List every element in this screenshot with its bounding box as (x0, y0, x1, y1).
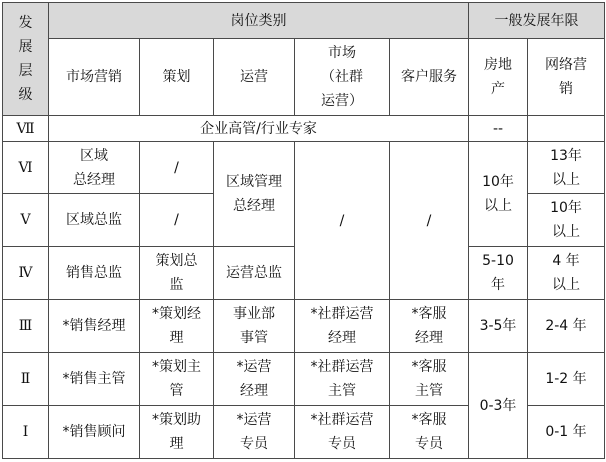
column-header-planning: 策划 (140, 39, 214, 116)
level-cell: Ⅵ (3, 142, 49, 194)
operations-cell: *运营 专员 (214, 406, 295, 459)
planning-cell: *策划助 理 (140, 406, 214, 459)
level-cell: Ⅱ (3, 353, 49, 406)
online-cell: 4 年 以上 (528, 247, 605, 300)
planning-cell: / (140, 142, 214, 194)
marketing-cell: 销售总监 (49, 247, 140, 300)
column-header-operations: 运营 (214, 39, 295, 116)
position-category-header: 岗位类别 (49, 3, 469, 39)
planning-cell: 策划总 监 (140, 247, 214, 300)
real-estate-cell: 5-10 年 (469, 247, 528, 300)
service-cell: *客服 主管 (390, 353, 469, 406)
real-estate-cell: 10年 以上 (469, 142, 528, 247)
level-cell: Ⅳ (3, 247, 49, 300)
community-cell: *社群运营 经理 (295, 300, 390, 353)
level-cell: Ⅴ (3, 194, 49, 247)
marketing-cell: *销售顾问 (49, 406, 140, 459)
column-header-service: 客户服务 (390, 39, 469, 116)
community-cell: *社群运营 主管 (295, 353, 390, 406)
online-cell: 10年 以上 (528, 194, 605, 247)
operations-cell: 运营总监 (214, 247, 295, 300)
column-header-online: 网络营 销 (528, 39, 605, 116)
marketing-cell: 区域 总经理 (49, 142, 140, 194)
real-estate-cell: 0-3年 (469, 353, 528, 459)
operations-cell: 区域管理 总经理 (214, 142, 295, 247)
column-header-marketing: 市场营销 (49, 39, 140, 116)
community-cell: / (295, 142, 390, 300)
online-cell: 13年 以上 (528, 142, 605, 194)
operations-cell: 事业部 事管 (214, 300, 295, 353)
online-cell: 0-1 年 (528, 406, 605, 459)
operations-cell: *运营 经理 (214, 353, 295, 406)
level-cell: Ⅲ (3, 300, 49, 353)
planning-cell: / (140, 194, 214, 247)
service-cell: *客服 经理 (390, 300, 469, 353)
marketing-cell: *销售主管 (49, 353, 140, 406)
growth-period-header: 一般发展年限 (469, 3, 605, 39)
online-cell (528, 116, 605, 142)
marketing-cell: 区域总监 (49, 194, 140, 247)
community-cell: *社群运营 专员 (295, 406, 390, 459)
online-cell: 1-2 年 (528, 353, 605, 406)
level-cell: Ⅰ (3, 406, 49, 459)
executive-span-cell: 企业高管/行业专家 (49, 116, 469, 142)
level-cell: Ⅶ (3, 116, 49, 142)
level-header: 发 展 层 级 (3, 3, 49, 116)
planning-cell: *策划经 理 (140, 300, 214, 353)
real-estate-cell: 3-5年 (469, 300, 528, 353)
service-cell: *客服 专员 (390, 406, 469, 459)
marketing-cell: *销售经理 (49, 300, 140, 353)
career-level-table (2, 2, 605, 459)
service-cell: / (390, 142, 469, 300)
online-cell: 2-4 年 (528, 300, 605, 353)
column-header-community: 市场 （社群 运营） (295, 39, 390, 116)
column-header-real-estate: 房地 产 (469, 39, 528, 116)
planning-cell: *策划主 管 (140, 353, 214, 406)
real-estate-cell: -- (469, 116, 528, 142)
